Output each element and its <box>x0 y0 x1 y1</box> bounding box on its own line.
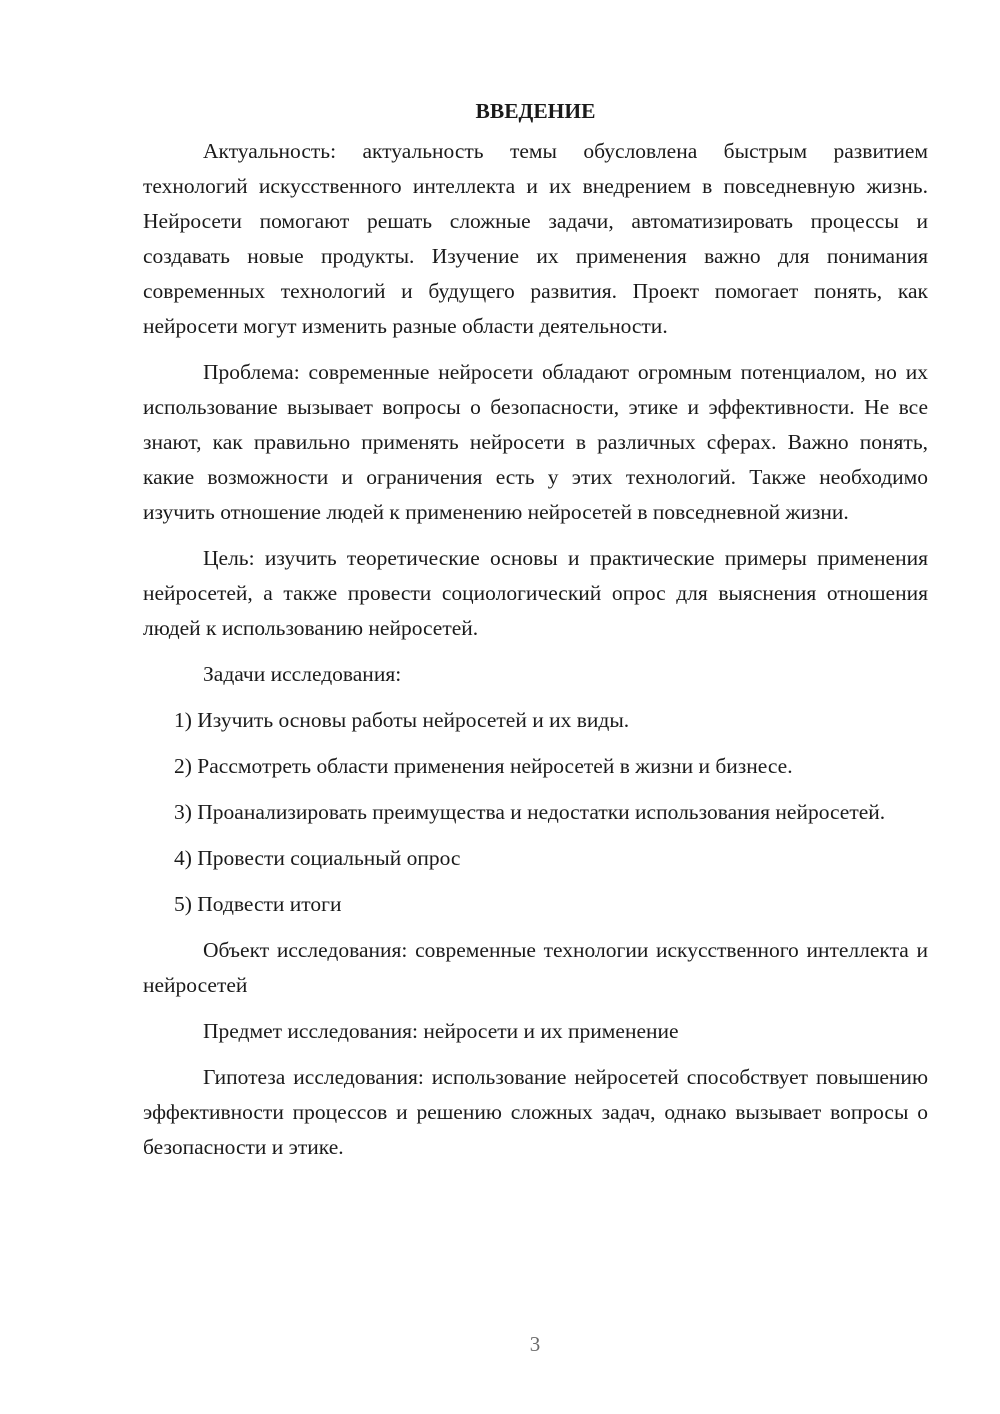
task-item-4: 4) Провести социальный опрос <box>174 846 461 870</box>
page-content <box>143 92 928 1176</box>
paragraph-goal: Цель: изучить теоретические основы и практические примеры применения нейросетей, а также провести социологический опрос для выяснения отношения людей к использованию нейросетей. <box>143 546 928 640</box>
task-item-5: 5) Подвести итоги <box>174 892 342 916</box>
paragraph-problem: Проблема: современные нейросети обладают огромным потенциалом, но их использование вызывает вопросы о безопасности, этике и эффективности. Не все знают, как правильно применять нейросети в различных сферах. Важно понять, какие возможности и ограничения есть у этих технологий. Также необходимо изучить отношение людей к применению нейросетей в повседневной жизни. <box>143 360 928 524</box>
paragraph-relevance: Актуальность: актуальность темы обусловлена быстрым развитием технологий искусственного интеллекта и их внедрением в повседневную жизнь. Нейросети помогают решать сложные задачи, автоматизировать процессы и создавать новые продукты. Изучение их применения важно для понимания современных технологий и будущего развития. Проект помогает понять, как нейросети могут изменить разные области деятельности. <box>143 139 928 338</box>
paragraph-object: Объект исследования: современные технологии искусственного интеллекта и нейросетей <box>143 938 928 997</box>
paragraph-hypothesis: Гипотеза исследования: использование нейросетей способствует повышению эффективности процессов и решению сложных задач, однако вызывает вопросы о безопасности и этике. <box>143 1065 928 1159</box>
task-item-1: 1) Изучить основы работы нейросетей и их виды. <box>174 708 630 732</box>
task-item-3: 3) Проанализировать преимущества и недостатки использования нейросетей. <box>174 800 886 824</box>
task-item-2: 2) Рассмотреть области применения нейросетей в жизни и бизнесе. <box>174 754 793 778</box>
paragraph-subject: Предмет исследования: нейросети и их применение <box>203 1019 679 1043</box>
section-heading: ВВЕДЕНИЕ <box>475 99 596 123</box>
tasks-title: Задачи исследования: <box>203 662 402 686</box>
page-number: 3 <box>529 1332 541 1356</box>
